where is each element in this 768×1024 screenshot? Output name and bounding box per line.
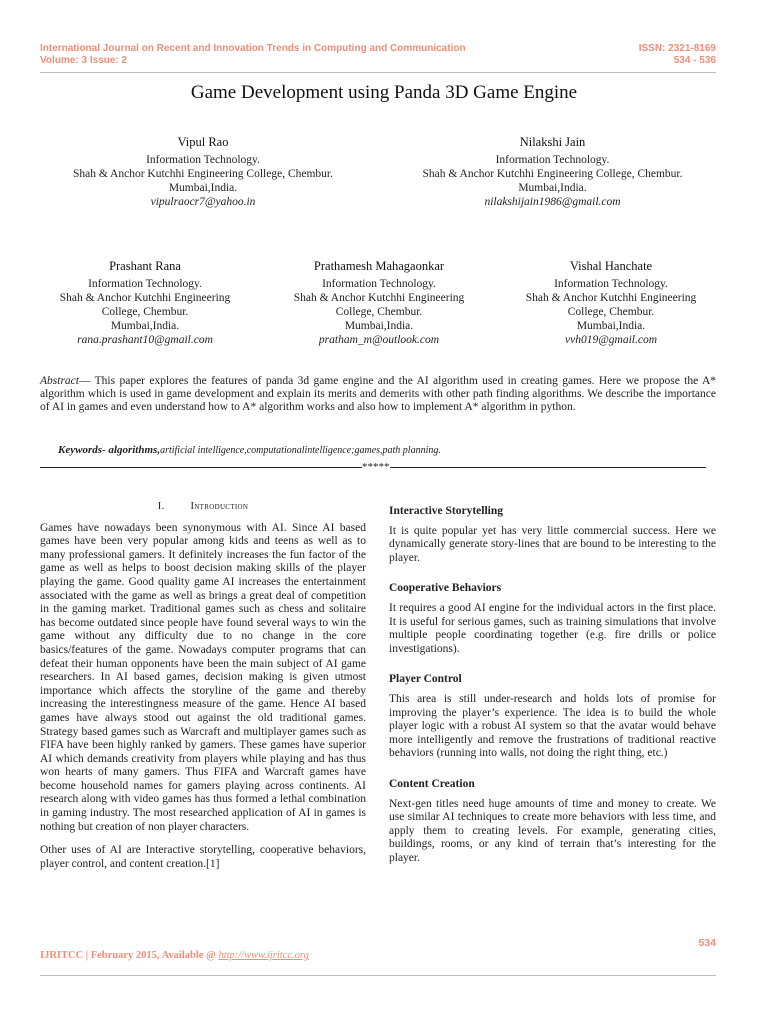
- subsection-text: It is quite popular yet has very little commercial success. Here we dynamically generate story-lines that are bound to be interesting to the player.: [389, 524, 716, 564]
- journal-pages: 534 - 536: [673, 55, 716, 66]
- author-email[interactable]: nilakshijain1986@gmail.com: [484, 196, 621, 208]
- author-dept: Information Technology.: [495, 154, 610, 166]
- footer: [40, 950, 309, 961]
- author-college: College, Chembur.: [101, 306, 189, 318]
- journal-volume: Volume: 3 Issue: 2: [40, 55, 128, 66]
- subsection-heading: Interactive Storytelling: [389, 505, 504, 517]
- footer-text: IJRITCC | February 2015, Available @: [40, 950, 219, 961]
- author-city: Mumbai,India.: [518, 182, 587, 194]
- subsection-player-control: [389, 673, 716, 761]
- author-city: Mumbai,India.: [576, 320, 646, 332]
- intro-paragraph-2: Other uses of AI are Interactive storytelling, cooperative behaviors, player control, and content creation.[1]: [40, 844, 366, 870]
- author-name: Vishal Hanchate: [569, 259, 653, 273]
- right-column: [389, 505, 716, 882]
- subsection-text: It requires a good AI engine for the individual actors in the first place. It is useful for serious games, such as training simulations that involve multiple people coordinating together (e.g. fire drills or police investigations).: [389, 601, 716, 655]
- author-college: Shah & Anchor Kutchhi Engineering College, Chembur.: [422, 168, 683, 180]
- subsection-cooperative-behaviors: [389, 582, 716, 656]
- author-block-3: [40, 259, 250, 347]
- section-number: I.: [157, 501, 165, 512]
- author-dept: Information Technology.: [88, 278, 202, 290]
- author-college: College, Chembur.: [335, 306, 423, 318]
- subsection-heading: Content Creation: [389, 777, 475, 790]
- separator-line-right: [390, 467, 706, 468]
- page-number: 534: [698, 937, 716, 949]
- author-dept: Information Technology.: [554, 278, 668, 290]
- section-separator: [40, 461, 716, 473]
- paper-title: Game Development using Panda 3D Game Engine: [190, 82, 578, 103]
- abstract-label: Abstract: [40, 375, 79, 387]
- separator-stars: *****: [362, 461, 390, 473]
- subsection-content-creation: [389, 778, 716, 866]
- author-college: Shah & Anchor Kutchhi Engineering: [525, 292, 697, 304]
- author-college: College, Chembur.: [567, 306, 655, 318]
- abstract-dash: —: [78, 375, 95, 387]
- separator-line-left: [40, 467, 362, 468]
- section-heading-introduction: [40, 500, 366, 514]
- abstract-text: This paper explores the features of panda 3d game engine and the AI algorithm used in creating games. Here we propose the A* algorithm which is used in game development and explain its merits and demerits with other path finding algorithms. We describe the importance of AI in games and even understand how to A* algorithm works and also how to implement A* algorithm in python.: [40, 375, 717, 413]
- author-block-1: [40, 135, 366, 209]
- author-city: Mumbai,India.: [168, 182, 238, 194]
- author-dept: Information Technology.: [146, 154, 260, 166]
- abstract: [40, 375, 716, 414]
- author-name: Vipul Rao: [177, 135, 229, 149]
- subsection-text: This area is still under-research and holds lots of promise for improving the player’s experience. The idea is to build the whole player logic with a robust AI system so that the avatar would behave more intelligently and remove the frustrations of traditional reactive behaviors (running into walls, not doing the right thing, etc.): [389, 692, 716, 760]
- author-college: Shah & Anchor Kutchhi Engineering: [293, 292, 465, 304]
- subsection-text: Next-gen titles need huge amounts of time and money to create. We use similar AI techniques to create more behaviors with less time, and apply them to creating levels. For example, generating cities, buildings, rooms, or any kind of terrain that’s interesting for the player.: [389, 797, 716, 864]
- keywords-values: artificial intelligence,computationalintelligence;games,path planning.: [160, 445, 441, 456]
- author-email[interactable]: pratham_m@outlook.com: [318, 334, 440, 346]
- subsection-heading: Cooperative Behaviors: [389, 582, 502, 595]
- author-email[interactable]: vipulraocr7@yahoo.in: [150, 196, 256, 208]
- author-city: Mumbai,India.: [110, 320, 180, 332]
- author-block-5: [506, 259, 716, 347]
- header-rule: [40, 72, 716, 73]
- section-title: Introduction: [190, 501, 249, 512]
- subsection-interactive-storytelling: [389, 505, 716, 565]
- author-city: Mumbai,India.: [344, 320, 414, 332]
- journal-issn: ISSN: 2321-8169: [638, 43, 716, 54]
- author-email[interactable]: rana.prashant10@gmail.com: [77, 334, 213, 346]
- subsection-heading: Player Control: [389, 673, 462, 686]
- journal-name: International Journal on Recent and Innovation Trends in Computing and Communication: [40, 43, 466, 54]
- author-email[interactable]: vvh019@gmail.com: [564, 334, 658, 346]
- author-name: Prathamesh Mahagaonkar: [313, 259, 445, 273]
- author-college: Shah & Anchor Kutchhi Engineering: [59, 292, 231, 304]
- author-dept: Information Technology.: [322, 278, 436, 290]
- author-block-2: [389, 135, 716, 209]
- keywords: [58, 444, 441, 456]
- author-block-4: [272, 259, 486, 347]
- author-name: Nilakshi Jain: [519, 135, 586, 149]
- journal-header: [40, 43, 466, 67]
- keywords-label: Keywords- algorithms,: [58, 444, 161, 456]
- footer-rule: [40, 975, 716, 976]
- author-name: Prashant Rana: [109, 259, 181, 273]
- footer-link[interactable]: http://www.ijritcc.org: [218, 950, 309, 961]
- intro-paragraph-1: Games have nowadays been synonymous with AI. Since AI based games have been very popular among kids and teens as well as to many professional gamers. It definitely increases the fun factor of the game as well as helps to boost decision making skills of the player playing the game. Good quality game AI increases the entertainment associated with the game as well as brings a great deal of competition in the gaming market. Traditional games such as chess and solitaire has become outdated since people have found several ways to win the game without any difficulty due to no change in the core basics/features of the game. Nowadays computer programs that can defeat their human opponents have been the main subject of AI game researchers. In AI based games, decision making is given utmost importance which affects the storyline of the game and thereby increasing the interestingness measure of the game. Hence AI based games have always stood out against the old traditional games. Strategy based games such as Warcraft and multiplayer games such as FIFA have been highly ranked by gamers. These games have superior AI which demands creativity from players while playing and has thus won hearts of many gamers. Thus FIFA and Warcraft games have become household names for gamers playing across continents. AI research along with video games has thus formed a lethal combination in gaming industry. The most researched application of AI in games is nothing but creation of non player characters.: [40, 521, 366, 833]
- left-column: [40, 500, 366, 881]
- author-college: Shah & Anchor Kutchhi Engineering College, Chembur.: [73, 168, 333, 180]
- journal-issn-block: [639, 43, 716, 67]
